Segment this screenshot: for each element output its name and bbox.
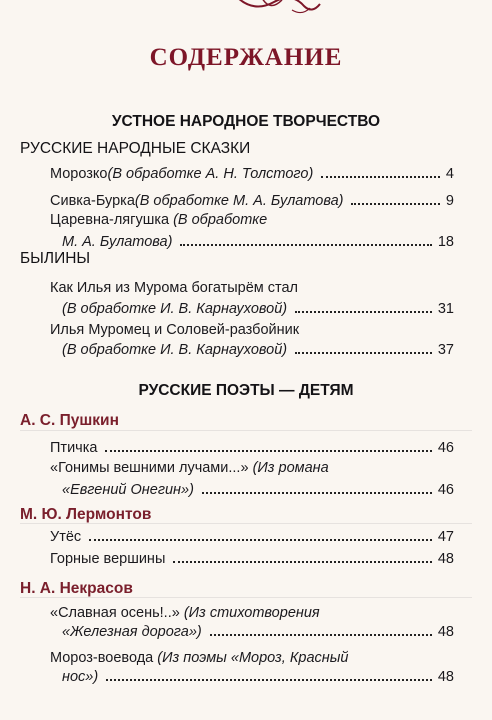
- toc-entry-moroz-voevoda-line1[interactable]: [50, 650, 349, 666]
- entry-note: (Из романа: [252, 460, 329, 476]
- dot-leader: [106, 679, 432, 681]
- entry-title: Утёс: [50, 529, 82, 545]
- entry-title: «Славная осень!..»: [50, 605, 184, 621]
- toc-entry-utyos[interactable]: [50, 529, 454, 545]
- entry-title: Царевна-лягушка: [50, 212, 174, 228]
- entry-title: Мороз-воевода: [50, 650, 158, 666]
- entry-note: М. А. Булатова): [62, 234, 173, 250]
- author-pushkin: А. С. Пушкин: [20, 412, 119, 429]
- entry-note: нос»): [62, 669, 99, 685]
- dot-leader: [351, 203, 439, 205]
- page-title: СОДЕРЖАНИЕ: [149, 44, 343, 71]
- page-number: 47: [437, 529, 454, 545]
- section-heading-folk: УСТНОЕ НАРОДНОЕ ТВОРЧЕСТВО: [111, 113, 381, 130]
- author-nekrasov: Н. А. Некрасов: [20, 580, 133, 597]
- entry-note: (В обработке М. А. Булатова): [134, 193, 344, 209]
- dot-leader: [202, 492, 432, 494]
- page-number: 37: [437, 342, 454, 358]
- page-number: 18: [437, 234, 454, 250]
- toc-entry-ilya-solovey-line1[interactable]: Илья Муромец и Соловей-разбойник: [50, 322, 300, 338]
- page-number: 48: [437, 669, 454, 685]
- page-number: 46: [437, 440, 454, 456]
- entry-note: (Из поэмы «Мороз, Красный: [157, 650, 349, 666]
- ornament-icon: [232, 0, 322, 18]
- page-number: 9: [445, 193, 454, 209]
- toc-entry-gonimy-line2[interactable]: [62, 482, 454, 498]
- toc-entry-ptichka[interactable]: [50, 440, 454, 456]
- entry-note: (Из стихотворения: [183, 605, 320, 621]
- subheading-tales: РУССКИЕ НАРОДНЫЕ СКАЗКИ: [20, 140, 251, 157]
- page-number: 46: [437, 482, 454, 498]
- toc-entry-tsarevna-line2[interactable]: [62, 234, 454, 250]
- entry-note: (В обработке И. В. Карнауховой): [62, 342, 288, 358]
- subheading-bylinas: БЫЛИНЫ: [20, 250, 91, 267]
- dot-leader: [295, 352, 432, 354]
- entry-note: «Евгений Онегин»): [62, 482, 194, 498]
- entry-title: Птичка: [50, 440, 98, 456]
- dot-leader: [210, 634, 432, 636]
- page-number: 48: [437, 551, 454, 567]
- toc-entry-ilya-murom-line1[interactable]: Как Илья из Мурома богатырём стал: [50, 280, 299, 296]
- toc-entry-gonimy-line1[interactable]: [50, 460, 329, 476]
- toc-entry-ilya-murom-line2[interactable]: [62, 301, 454, 317]
- entry-title: Сивка-Бурка: [50, 193, 135, 209]
- entry-note: «Железная дорога»): [62, 624, 202, 640]
- toc-entry-moroz-voevoda-line2[interactable]: [62, 669, 454, 685]
- entry-title: Горные вершины: [50, 551, 166, 567]
- toc-entry-tsarevna-line1[interactable]: [50, 212, 267, 228]
- dot-leader: [105, 450, 431, 452]
- toc-entry-morozko[interactable]: [50, 166, 454, 182]
- page-number: 48: [437, 624, 454, 640]
- dot-leader: [295, 311, 432, 313]
- page-number: 4: [445, 166, 454, 182]
- section-heading-poets: РУССКИЕ ПОЭТЫ — ДЕТЯМ: [138, 382, 354, 399]
- dot-leader: [321, 176, 440, 178]
- author-lermontov: М. Ю. Лермонтов: [20, 506, 152, 523]
- toc-entry-slavnaya-osen-line2[interactable]: [62, 624, 454, 640]
- toc-entry-sivka-burka[interactable]: [50, 193, 454, 209]
- dot-leader: [180, 244, 431, 246]
- divider: [20, 430, 472, 431]
- entry-title: Морозко: [50, 166, 108, 182]
- entry-note: (В обработке А. Н. Толстого): [107, 166, 314, 182]
- toc-entry-gornye-vershiny[interactable]: [50, 551, 454, 567]
- dot-leader: [173, 561, 431, 563]
- dot-leader: [89, 539, 432, 541]
- entry-note: (В обработке: [173, 212, 268, 228]
- toc-entry-ilya-solovey-line2[interactable]: [62, 342, 454, 358]
- entry-title: «Гонимы вешними лучами...»: [50, 460, 253, 476]
- entry-note: (В обработке И. В. Карнауховой): [62, 301, 288, 317]
- page-number: 31: [437, 301, 454, 317]
- toc-entry-slavnaya-osen-line1[interactable]: [50, 605, 320, 621]
